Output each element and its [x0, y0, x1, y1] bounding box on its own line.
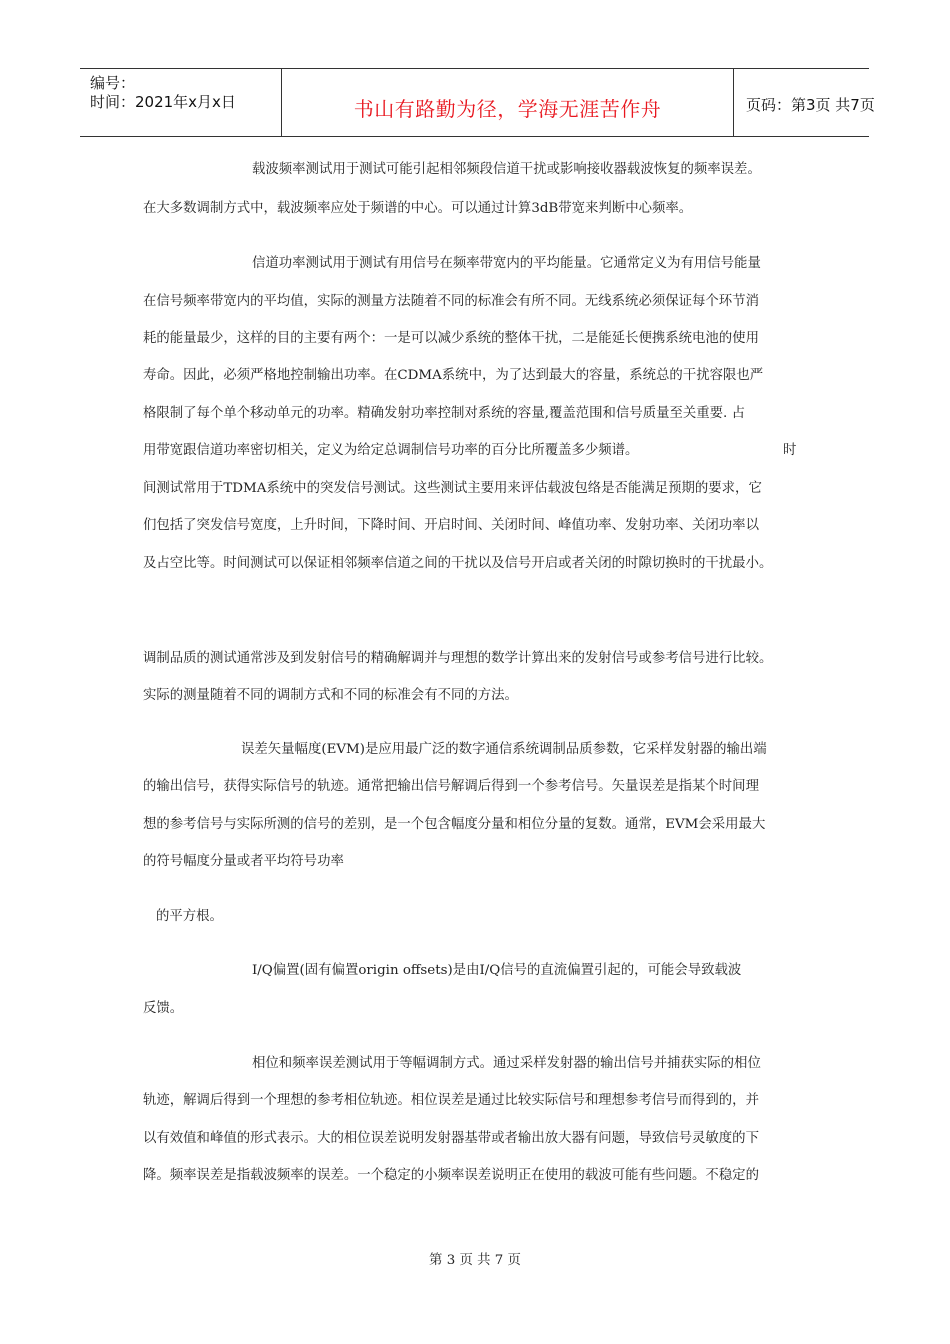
body-line: 在信号频率带宽内的平均值，实际的测量方法随着不同的标准会有所不同。无线系统必须保证每个环节消 — [143, 294, 759, 309]
body-line: 时 — [783, 443, 797, 458]
body-line: 相位和频率误差测试用于等幅调制方式。通过采样发射器的输出信号并捕获实际的相位 — [252, 1056, 761, 1071]
footer-page-number: 第 3 页 共 7 页 — [429, 1253, 521, 1268]
document-time-label: 时间：2021年x月x日 — [90, 93, 236, 111]
body-line: 误差矢量幅度(EVM)是应用最广泛的数字通信系统调制品质参数，它采样发射器的输出端 — [241, 742, 767, 757]
header-motto-cell — [282, 69, 734, 136]
body-line: 降。频率误差是指载波频率的误差。一个稳定的小频率误差说明正在使用的载波可能有些问题。不稳定的 — [143, 1168, 759, 1183]
body-line: 耗的能量最少，这样的目的主要有两个：一是可以减少系统的整体干扰，二是能延长便携系统电池的使用 — [143, 331, 759, 346]
body-line: I/Q偏置(固有偏置origin offsets)是由I/Q信号的直流偏置引起的，可能会导致载波 — [252, 963, 742, 978]
body-line: 调制品质的测试通常涉及到发射信号的精确解调并与理想的数学计算出来的发射信号或参考信号进行比较。 — [143, 651, 773, 666]
header-left-cell — [80, 69, 282, 136]
header-table — [80, 68, 875, 137]
body-line: 寿命。因此，必须严格地控制输出功率。在CDMA系统中，为了达到最大的容量，系统总的干扰容限也严 — [143, 368, 764, 383]
body-line: 反馈。 — [143, 1001, 184, 1016]
body-line: 及占空比等。时间测试可以保证相邻频率信道之间的干扰以及信号开启或者关闭的时隙切换时的干扰最小。 — [143, 556, 773, 571]
page-footer — [0, 1249, 950, 1268]
body-line: 在大多数调制方式中，载波频率应处于频谱的中心。可以通过计算3dB带宽来判断中心频率。 — [143, 201, 693, 216]
body-line: 的输出信号，获得实际信号的轨迹。通常把输出信号解调后得到一个参考信号。矢量误差是指某个时间理 — [143, 779, 759, 794]
body-line: 轨迹，解调后得到一个理想的参考相位轨迹。相位误差是通过比较实际信号和理想参考信号而得到的，并 — [143, 1093, 759, 1108]
body-line: 想的参考信号与实际所测的信号的差别，是一个包含幅度分量和相位分量的复数。通常，EVM会采用最大 — [143, 817, 766, 832]
body-line: 们包括了突发信号宽度，上升时间，下降时间、开启时间、关闭时间、峰值功率、发射功率、关闭功率以 — [143, 518, 759, 533]
body-line: 实际的测量随着不同的调制方式和不同的标准会有不同的方法。 — [143, 688, 518, 703]
body-line: 的平方根。 — [156, 909, 223, 924]
body-line: 以有效值和峰值的形式表示。大的相位误差说明发射器基带或者输出放大器有问题，导致信号灵敏度的下 — [143, 1131, 759, 1146]
header-page-cell — [734, 69, 875, 136]
body-line: 的符号幅度分量或者平均符号功率 — [143, 854, 344, 869]
body-line: 载波频率测试用于测试可能引起相邻频段信道干扰或影响接收器载波恢复的频率误差。 — [252, 162, 761, 177]
document-number-label: 编号： — [90, 74, 136, 92]
body-line: 格限制了每个单个移动单元的功率。精确发射功率控制对系统的容量,覆盖范围和信号质量至关重要. 占 — [143, 406, 745, 421]
body-line: 信道功率测试用于测试有用信号在频率带宽内的平均能量。它通常定义为有用信号能量 — [252, 256, 761, 271]
body-line: 用带宽跟信道功率密切相关，定义为给定总调制信号功率的百分比所覆盖多少频谱。 — [143, 443, 639, 458]
header-page-label: 页码：第3页 共7页 — [746, 96, 875, 114]
header-motto: 书山有路勤为径，学海无涯苦作舟 — [353, 97, 662, 121]
body-line: 间测试常用于TDMA系统中的突发信号测试。这些测试主要用来评估载波包络是否能满足预期的要求，它 — [143, 481, 762, 496]
